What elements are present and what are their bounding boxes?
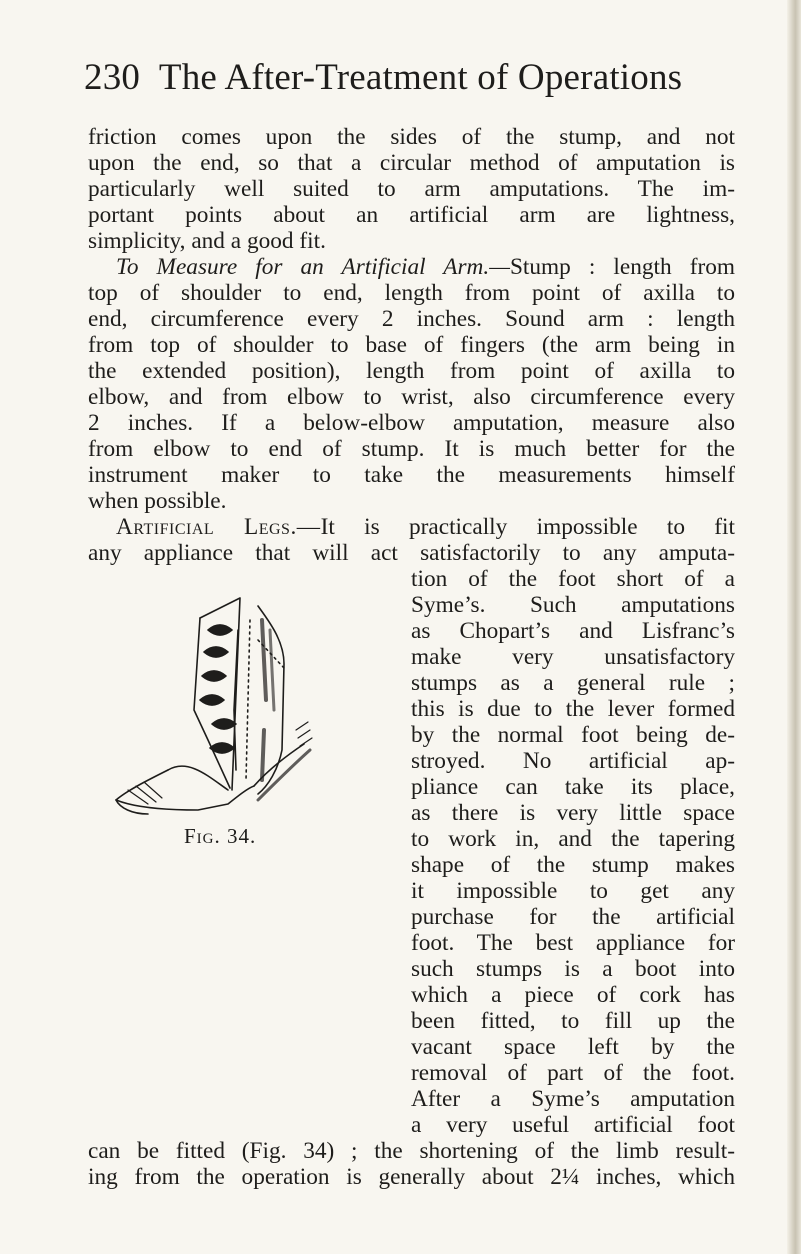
text-line: friction comes upon the sides of the stump, and not	[88, 124, 735, 150]
line-rest: Stump : length from	[509, 254, 736, 280]
artificial-leg-illustration	[108, 590, 408, 820]
text-line: a very useful artificial foot	[411, 1112, 735, 1138]
text-line: pliance can take its place,	[411, 774, 735, 800]
text-line: been fitted, to fill up the	[411, 1008, 735, 1034]
text-line: simplicity, and a good fit.	[88, 228, 326, 254]
text-line: Syme’s. Such amputations	[411, 592, 735, 618]
text-line: from elbow to end of stump. It is much better for the	[88, 436, 735, 462]
text-line: top of shoulder to end, length from point of axilla to	[88, 280, 735, 306]
text-line: vacant space left by the	[411, 1034, 735, 1060]
line-rest: It is practically impossible to fit	[320, 514, 735, 540]
text-line: this is due to the lever formed	[411, 696, 735, 722]
text-line: when possible.	[88, 488, 227, 514]
text-line: as there is very little space	[411, 800, 735, 826]
running-title: The After-Treatment of Operations	[158, 57, 683, 98]
page-number: 230	[84, 57, 141, 98]
text-line: removal of part of the foot.	[411, 1060, 735, 1086]
page-edge	[787, 0, 801, 1254]
text-line: from top of shoulder to base of fingers (the arm being in	[88, 332, 735, 358]
section-heading-arm: To Measure for an Artificial Arm.—	[116, 254, 510, 280]
text-line: 2 inches. If a below-elbow amputation, measure also	[88, 410, 735, 436]
text-line	[116, 254, 735, 280]
running-header	[84, 56, 682, 99]
text-line: it impossible to get any	[411, 878, 735, 904]
text-line: purchase for the artificial	[411, 904, 735, 930]
text-line: by the normal foot being de-	[411, 722, 735, 748]
text-line: end, circumference every 2 inches. Sound arm : length	[88, 306, 735, 332]
text-line: which a piece of cork has	[411, 982, 735, 1008]
text-line: portant points about an artificial arm are lightness,	[88, 202, 735, 228]
text-line: to work in, and the tapering	[411, 826, 735, 852]
text-line: particularly well suited to arm amputations. The im-	[88, 176, 735, 202]
text-line: After a Syme’s amputation	[411, 1086, 735, 1112]
section-heading-legs: Artificial Legs.—	[116, 514, 321, 540]
text-line: stumps as a general rule ;	[411, 670, 735, 696]
figure-caption: Fig. 34.	[184, 824, 257, 848]
text-line: make very unsatisfactory	[411, 644, 735, 670]
text-line: any appliance that will act satisfactorily to any amputa-	[88, 540, 735, 566]
text-line: such stumps is a boot into	[411, 956, 735, 982]
text-line: can be fitted (Fig. 34) ; the shortening of the limb result-	[88, 1138, 735, 1164]
text-line	[116, 514, 735, 540]
text-line: ing from the operation is generally about 2¼ inches, which	[88, 1164, 735, 1190]
text-line: elbow, and from elbow to wrist, also circumference every	[88, 384, 735, 410]
text-line: upon the end, so that a circular method of amputation is	[88, 150, 735, 176]
text-line: the extended position), length from point of axilla to	[88, 358, 735, 384]
text-line: instrument maker to take the measurements himself	[88, 462, 735, 488]
text-line: as Chopart’s and Lisfranc’s	[411, 618, 735, 644]
text-line: shape of the stump makes	[411, 852, 735, 878]
text-line: stroyed. No artificial ap-	[411, 748, 735, 774]
text-line: tion of the foot short of a	[411, 566, 735, 592]
text-line: foot. The best appliance for	[411, 930, 735, 956]
